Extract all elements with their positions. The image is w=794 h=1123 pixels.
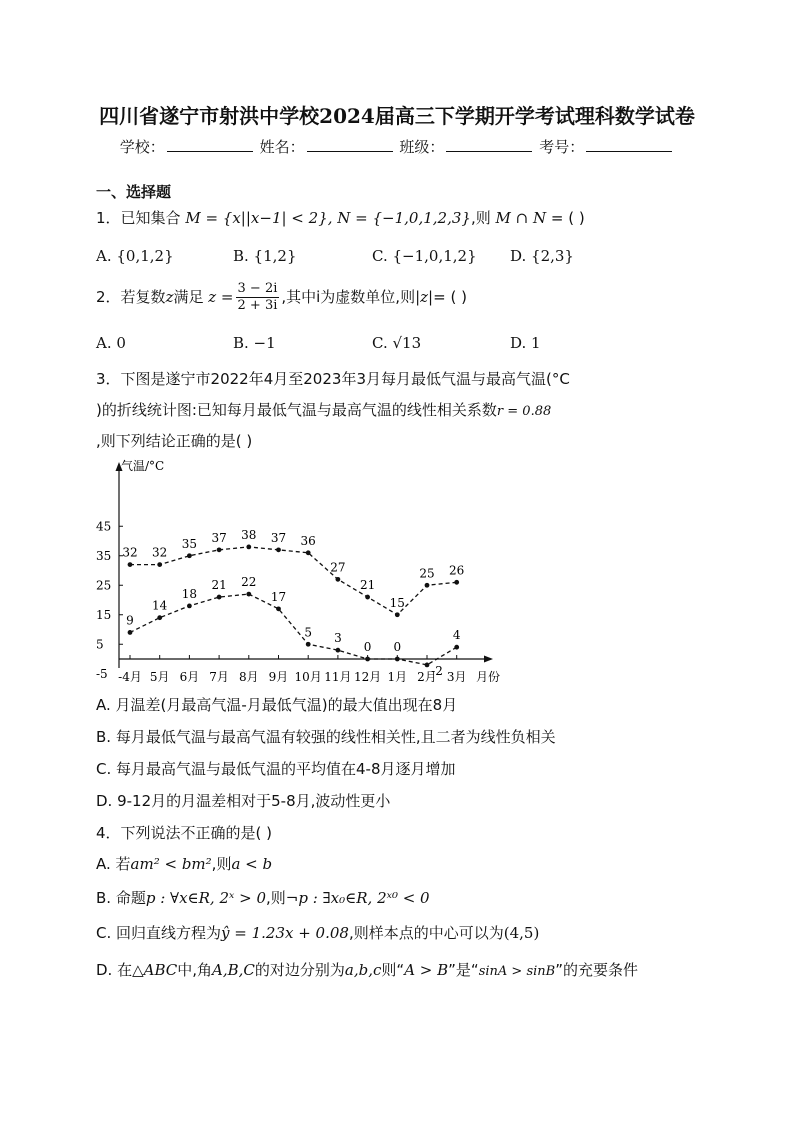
data-label-high: 15 xyxy=(389,595,405,610)
q4-a-math2: a < b xyxy=(231,855,273,873)
q3-option-b: B. 每月最低气温与最高气温有较强的线性相关性,且二者为线性负相关 xyxy=(96,728,556,746)
q4-d-mid2: 的对边分别为 xyxy=(254,961,345,979)
data-label-high: 38 xyxy=(241,527,257,542)
q2-option-a: A. 0 xyxy=(96,334,126,352)
chart-root xyxy=(96,458,500,684)
q2-number: 2． xyxy=(96,288,121,306)
x-axis-label: 月份 xyxy=(475,670,501,684)
q4-c-post: ,则样本点的中心可以为 xyxy=(348,924,504,942)
x-tick-label: -4月 xyxy=(118,670,142,684)
q2-option-d: D. 1 xyxy=(510,334,541,352)
data-label-high: 36 xyxy=(300,533,316,548)
q4-d-math2: A,B,C xyxy=(212,961,255,979)
data-point-high xyxy=(276,547,281,552)
q4-option-d xyxy=(96,959,638,980)
data-point-low xyxy=(217,595,222,600)
data-point-high xyxy=(425,583,430,588)
data-point-low xyxy=(365,657,370,662)
q1-pre: 已知集合 xyxy=(120,209,181,227)
q3-number: 3． xyxy=(96,370,121,388)
q4-option-a xyxy=(96,853,272,874)
data-label-high: 37 xyxy=(211,530,227,545)
q2-lhs: z = xyxy=(208,288,234,306)
y-tick-label: 35 xyxy=(96,548,112,563)
q3-option-a: A. 月温差(月最高气温-月最低气温)的最大值出现在8月 xyxy=(96,696,458,714)
q3-line-3: ,则下列结论正确的是( ) xyxy=(96,432,253,450)
temperature-line-chart xyxy=(96,458,516,688)
data-label-high: 27 xyxy=(330,560,346,575)
data-point-low xyxy=(425,663,430,668)
q4-d-math5: sinA > sinB xyxy=(478,964,556,979)
data-point-low xyxy=(454,645,459,650)
q4-d-pre: D. 在 xyxy=(96,961,133,979)
q4-c-math2: (4,5) xyxy=(503,924,540,942)
data-point-low xyxy=(395,657,400,662)
data-point-high xyxy=(365,595,370,600)
q4-option-b xyxy=(96,887,430,908)
x-tick-label: 5月 xyxy=(149,670,170,684)
q4-stem-text: 下列说法不正确的是( ) xyxy=(120,824,273,842)
q1-option-a: A. {0,1,2} xyxy=(96,247,174,265)
data-label-high: 26 xyxy=(449,563,465,578)
data-point-high xyxy=(217,547,222,552)
data-label-low: 3 xyxy=(334,631,342,646)
data-label-low: 21 xyxy=(211,578,227,593)
q2-option-c: C. √13 xyxy=(372,334,422,352)
q3-line2-text: )的折线统计图:已知每月最低气温与最高气温的线性相关系数 xyxy=(96,401,497,419)
q2-stem xyxy=(96,281,467,314)
q1-option-c: C. {−1,0,1,2} xyxy=(372,247,477,265)
id-blank xyxy=(586,139,672,152)
x-tick-label: 6月 xyxy=(179,670,200,684)
q1-number: 1． xyxy=(96,209,121,227)
data-point-high xyxy=(128,562,133,567)
data-label-low: 9 xyxy=(126,613,134,628)
data-label-high: 32 xyxy=(122,545,138,560)
q4-c-math: ŷ = 1.23x + 0.08 xyxy=(221,924,349,942)
data-label-low: 22 xyxy=(241,575,257,590)
q4-d-mid3: 则“ xyxy=(381,961,405,979)
q2-frac-num: 3 − 2i xyxy=(237,281,278,296)
y-axis-label: 气温/°C xyxy=(121,459,165,473)
x-tick-label: 11月 xyxy=(324,670,352,684)
q2-mid: 满足 xyxy=(173,288,204,306)
data-point-low xyxy=(128,630,133,635)
q2-pre: 若复数 xyxy=(120,288,166,306)
q3-line1-text: 下图是遂宁市2022年4月至2023年3月每月最低气温与最高气温(°C xyxy=(120,370,570,388)
data-point-low xyxy=(157,615,162,620)
info-name-label: 姓名： xyxy=(259,138,305,156)
data-point-low xyxy=(306,642,311,647)
q3-r-value: r = 0.88 xyxy=(496,404,552,419)
y-tick-label: 45 xyxy=(96,519,112,534)
data-label-low: -2 xyxy=(431,663,443,678)
q2-abs: |z| xyxy=(415,288,434,306)
q4-stem xyxy=(96,822,272,843)
data-point-low xyxy=(336,648,341,653)
data-label-high: 21 xyxy=(359,578,376,593)
q4-d-math3: a,b,c xyxy=(344,961,382,979)
section-heading: 一、选择题 xyxy=(96,183,172,201)
q4-a-pre: A. 若 xyxy=(96,855,131,873)
q2-frac-den: 2 + 3i xyxy=(237,298,278,313)
q3-option-d: D. 9-12月的月温差相对于5-8月,波动性更小 xyxy=(96,792,391,810)
data-point-high xyxy=(395,612,400,617)
q2-post: ,其中i为虚数单位,则 xyxy=(281,288,416,306)
q4-d-post: ”的充要条件 xyxy=(555,961,638,979)
data-point-low xyxy=(276,606,281,611)
q3-line-1 xyxy=(96,368,570,389)
data-point-low xyxy=(187,604,192,609)
data-label-high: 35 xyxy=(181,536,198,551)
data-point-low xyxy=(246,592,251,597)
y-tick-label: -5 xyxy=(96,666,108,681)
q4-b-mid: ,则 xyxy=(265,889,286,907)
q1-option-d: D. {2,3} xyxy=(510,247,574,265)
q4-c-pre: C. 回归直线方程为 xyxy=(96,924,222,942)
page-title: 四川省遂宁市射洪中学校2024届高三下学期开学考试理科数学试卷 xyxy=(99,104,695,128)
q3-line-2 xyxy=(96,399,551,420)
q4-b-math: p : ∀x∈R, 2ˣ > 0 xyxy=(145,889,266,907)
q2-fraction xyxy=(236,281,280,314)
q4-d-mid4: ”是“ xyxy=(448,961,479,979)
q3-option-c: C. 每月最高气温与最低气温的平均值在4-8月逐月增加 xyxy=(96,760,456,778)
x-tick-label: 10月 xyxy=(294,670,322,684)
info-id-label: 考号： xyxy=(539,138,585,156)
x-tick-label: 7月 xyxy=(209,670,229,684)
q1-mid: ,则 xyxy=(470,209,491,227)
q4-d-math4: A > B xyxy=(404,961,449,979)
school-blank xyxy=(167,139,253,152)
data-label-high: 25 xyxy=(419,566,435,581)
data-point-high xyxy=(336,577,341,582)
class-blank xyxy=(446,139,532,152)
x-tick-label: 2月 xyxy=(417,670,437,684)
data-label-low: 17 xyxy=(270,589,287,604)
q4-a-math: am² < bm² xyxy=(130,855,212,873)
q1-sets: M = {x||x−1| < 2}, N = {−1,0,1,2,3} xyxy=(185,209,471,227)
q2-option-b: B. −1 xyxy=(233,334,276,352)
q1-intersection: M ∩ N xyxy=(495,209,547,227)
q4-d-math: △ABC xyxy=(132,961,178,979)
data-point-high xyxy=(246,545,251,550)
q1-stem xyxy=(96,207,585,228)
data-point-high xyxy=(454,580,459,585)
student-info-line xyxy=(0,136,794,157)
info-class-label: 班级： xyxy=(399,138,445,156)
data-point-high xyxy=(187,553,192,558)
q4-d-mid: 中,角 xyxy=(177,961,213,979)
y-tick-label: 15 xyxy=(96,607,112,622)
data-point-high xyxy=(306,550,311,555)
name-blank xyxy=(307,139,393,152)
q4-b-pre: B. 命题 xyxy=(96,889,146,907)
data-label-low: 0 xyxy=(363,640,372,654)
x-tick-label: 3月 xyxy=(446,670,467,684)
y-tick-label: 5 xyxy=(96,637,104,652)
series-line-high xyxy=(130,547,457,615)
q4-number: 4． xyxy=(96,824,121,842)
q4-option-c xyxy=(96,922,539,943)
x-tick-label: 1月 xyxy=(387,670,408,684)
y-tick-label: 25 xyxy=(96,578,112,593)
q2-end: = ( ) xyxy=(433,288,467,306)
q1-post: = ( ) xyxy=(550,209,585,227)
x-tick-label: 8月 xyxy=(238,670,259,684)
q4-a-mid: ,则 xyxy=(211,855,232,873)
q1-option-b: B. {1,2} xyxy=(233,247,297,265)
data-label-low: 0 xyxy=(393,640,402,654)
q4-b-math2: ¬p : ∃x₀∈R, 2ˣ⁰ < 0 xyxy=(285,889,430,907)
data-point-high xyxy=(157,562,162,567)
x-tick-label: 12月 xyxy=(353,670,382,684)
data-label-low: 18 xyxy=(181,586,198,601)
data-label-high: 37 xyxy=(270,530,287,545)
data-label-high: 32 xyxy=(152,545,168,560)
info-school-label: 学校： xyxy=(119,138,165,156)
q2-var: z xyxy=(165,288,174,306)
data-label-low: 14 xyxy=(152,598,168,613)
x-tick-label: 9月 xyxy=(268,670,289,684)
data-label-low: 4 xyxy=(452,628,461,643)
x-axis-arrow xyxy=(484,656,493,663)
data-label-low: 5 xyxy=(304,625,313,640)
